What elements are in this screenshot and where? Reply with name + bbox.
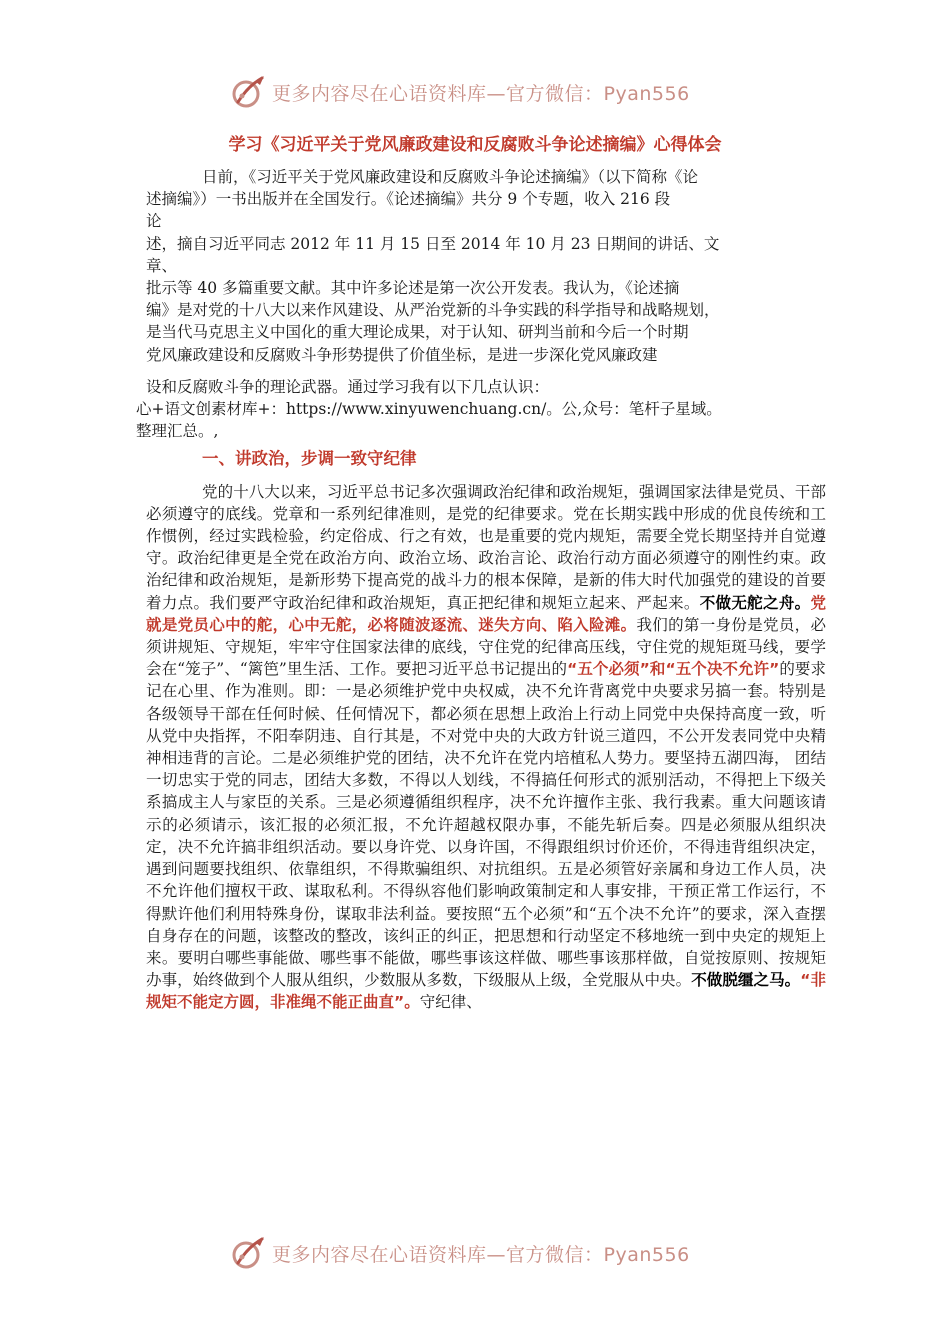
intro-line: 是当代马克思主义中国化的重大理论成果，对于认知、研判当前和今后一个时期 [146,323,689,342]
emphasis-red: “非规矩不能定方圆，非准绳不能正曲直”。 [146,971,826,1012]
paragraph-text: 党的十八大以来，习近平总书记多次强调政治纪律和政治规矩，强调国家法律是党员、干部必须遵守的底线。党章和一系列纪律准则，是党的纪律要求。党在长期实践中形成的优良传统和工作惯例，经过实践检验，约定俗成、行之有效，也是重要的党内规矩，需要全党长期坚持并自觉遵守。政治纪律更是全党在政治方向、政治立场、政治言论、政治行动方面必须遵守的刚性约束。政治纪律和政治规矩，是新形势下提高党的战斗力的根本保障，是新的伟大时代加强党的建设的首要着力点。我们要严守政治纪律和政治规矩，真正把纪律和规矩立起来、严起来。 [146,482,826,612]
section-heading: 一、讲政治，步调一致守纪律 [202,449,417,469]
body-paragraph [146,481,826,1014]
intro-line: 批示等 40 多篇重要文献。其中许多论述是第一次公开发表。我认为，《论述摘 [146,279,680,298]
paragraph-text: 我们的第一身份是党员，必须讲规矩、守规矩，牢牢守住国家法律的底线，守住党的纪律高压线，守住党的规矩斑马线，要学会在“笼子”、“篱笆”里生活、工作。要把习近平总书记提出的 [146,615,826,679]
emphasis-red: 党就是党员心中的舵，心中无舵，必将随波逐流、迷失方向、陷入险滩。 [146,593,826,634]
intro-line: 章、 [146,256,178,275]
footer-banner [228,1233,690,1273]
paragraph-text: 的要求记在心里、作为准则。即：一是必须维护党中央权威，决不允许背离党中央要求另搞一套。特别是各级领导干部在任何时候、任何情况下，都必须在思想上政治上行动上同党中央保持高度一致，听从党中央指挥，不阳奉阴违、自行其是，不对党中央的大政方针说三道四，不公开发表同党中央精神相违背的言论。二是必须维护党的团结，决不允许在党内培植私人势力。要坚持五湖四海， 团结一切忠实于党的同志，团结大多数，不得以人划线，不得搞任何形式的派别活动，不得把上下级关系搞成主人与家臣的关系。三是必须遵循组织程序，决不允许擅作主张、我行我素。重大问题该请示的必须请示，该汇报的必须汇报，不允许超越权限办事，不能先斩后奏。四是必须服从组织决定，决不允许搞非组织活动。要以身许党、以身许国，不得跟组织讨价还价，不得违背组织决定，遇到问题要找组织、依靠组织，不得欺骗组织、对抗组织。五是必须管好亲属和身边工作人员，决不允许他们擅权干政、谋取私利。不得纵容他们影响政策制定和人事安排，干预正常工作运行，不得默许他们利用特殊身份，谋取非法利益。要按照“五个必须”和“五个决不允许”的要求，深入查摆自身存在的问题，该整改的整改，该纠正的纠正，把思想和行动坚定不移地统一到中央定的规矩上来。要明白哪些事能做、哪些事不能做，哪些事该这样做、哪些事该那样做，自觉按原则、按规矩办事，始终做到个人服从组织，少数服从多数，下级服从上级，全党服从中央。 [146,660,826,990]
intro-tail: 设和反腐败斗争的理论武器。通过学习我有以下几点认识： [146,377,550,396]
emphasis-bold: 不做脱缰之马。 [691,971,801,990]
document-body [136,166,826,1014]
intro-line: 述，摘自习近平同志 2012 年 11 月 15 日至 2014 年 10 月 23 日期间的讲话、文 [146,234,720,253]
document-title: 学习《习近平关于党风廉政建设和反腐败斗争论述摘编》心得体会 [228,135,722,155]
banner-text: 更多内容尽在心语资料库—官方微信：Pyan556 [272,1243,690,1266]
intro-line: 述摘编》）一书出版并在全国发行。《论述摘编》共分 9 个专题，收入 216 段 [146,190,671,209]
paragraph-text: 守纪律、 [419,993,482,1012]
quill-swirl-logo-icon [228,1233,268,1273]
header-banner [228,72,690,112]
emphasis-red: “五个必须”和“五个决不允许” [567,660,780,679]
intro-line: 编》是对党的十八大以来作风建设、从严治党新的斗争实践的科学指导和战略规划， [146,301,720,320]
intro-line: 党风廉政建设和反腐败斗争形势提供了价值坐标，是进一步深化党风廉政建 [146,345,658,364]
intro-line: 论 [146,212,162,231]
source-note: 心+语文创素材库+：https://www.xinyuwenchuang.cn/。公,众号：笔杆子星域。 [136,400,722,419]
intro-line: 日前，《习近平关于党风廉政建设和反腐败斗争论述摘编》（以下简称《论 [202,168,699,186]
quill-swirl-logo-icon [228,72,268,112]
source-note: 整理汇总。, [136,422,219,441]
banner-text: 更多内容尽在心语资料库—官方微信：Pyan556 [272,82,690,105]
emphasis-bold: 不做无舵之舟。 [699,593,811,612]
